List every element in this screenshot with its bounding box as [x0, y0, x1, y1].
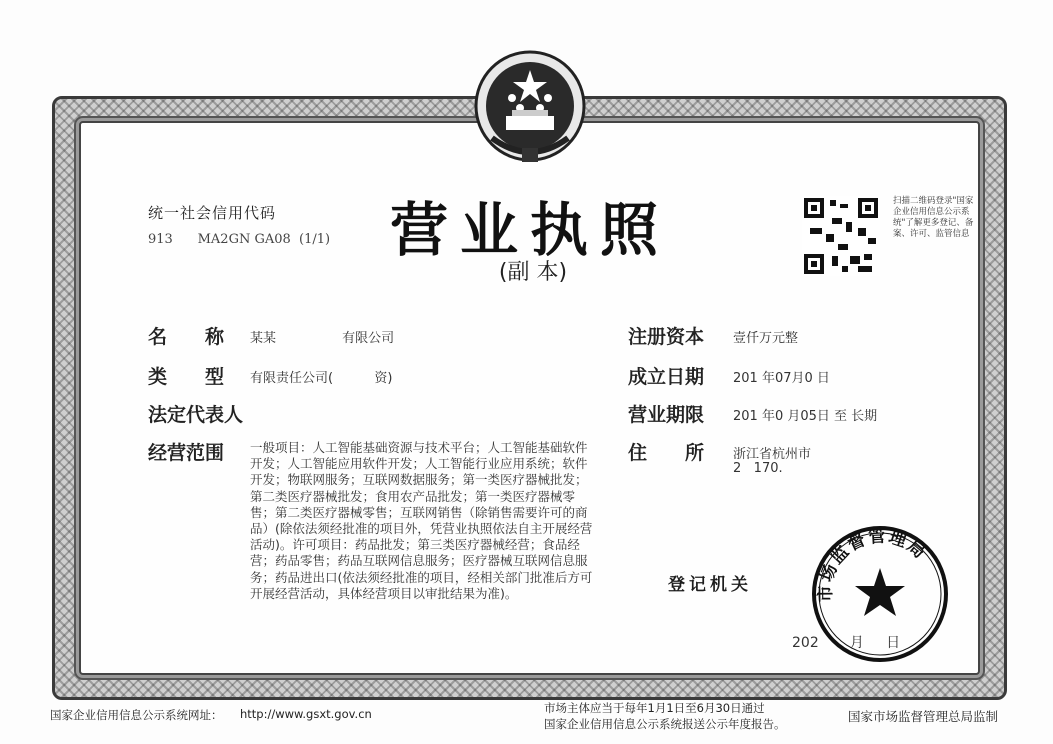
- name-value: 某某 有限公司: [250, 331, 395, 346]
- qr-code-icon[interactable]: [802, 196, 880, 276]
- address-line1: 浙江省杭州市: [733, 447, 812, 462]
- credit-code-label: 统一社会信用代码: [148, 204, 277, 222]
- national-emblem-icon: [472, 48, 588, 168]
- term-value: 201 年0 月05日 至 长期: [733, 409, 878, 424]
- type-label: 类 型: [148, 366, 225, 388]
- footer-site-label: 国家企业信用信息公示系统网址：: [50, 708, 223, 722]
- footer-issuer: 国家市场监督管理总局监制: [848, 709, 999, 724]
- capital-value: 壹仟万元整: [733, 331, 799, 346]
- page-title: 营业执照: [389, 196, 670, 264]
- address-label: 住 所: [628, 442, 705, 464]
- seal-text: 市场监督管理局: [815, 526, 931, 603]
- page-subtitle: (副 本): [498, 260, 568, 285]
- footer-annual-report-line1: 市场主体应当于每年1月1日至6月30日通过: [544, 701, 765, 715]
- scope-value: 一般项目：人工智能基础资源与技术平台；人工智能基础软件开发；人工智能应用软件开发；人工智能行业应用系统；软件开发；物联网服务；互联网数据服务；第一类医疗器械批发；第二类医疗器械批发；食用农产品批发；第一类医疗器械零售；第二类医疗器械零售；互联网销售（除销售需要许可的商品）(除依法须经批准的项目外，凭营业执照依法自主开展经营活动)。许可项目：药品批发；第三类医疗器械经营；食品经营；药品零售；药品互联网信息服务；医疗器械互联网信息服务；药品进出口(依法须经批准的项目，经相关部门批准后方可开展经营活动，具体经营项目以审批结果为准)。: [250, 440, 593, 601]
- qr-caption: 扫描二维码登录"国家企业信用信息公示系统"了解更多登记、备案、许可、监管信息: [893, 196, 974, 239]
- issue-date: 202 月 日: [792, 635, 901, 651]
- type-value: 有限责任公司( 资): [250, 371, 393, 386]
- footer-site-url[interactable]: http://www.gsxt.gov.cn: [240, 707, 372, 721]
- registration-authority-label: 登记机关: [668, 575, 752, 595]
- capital-label: 注册资本: [628, 326, 705, 348]
- legal-rep-label: 法定代表人: [148, 404, 244, 426]
- name-label: 名 称: [148, 326, 225, 348]
- term-label: 营业期限: [628, 404, 705, 426]
- established-value: 201 年07月0 日: [733, 371, 830, 386]
- credit-code-value: 913 MA2GN GA08 (1/1): [148, 232, 331, 247]
- scope-label: 经营范围: [148, 442, 225, 464]
- footer-annual-report-line2: 国家企业信用信息公示系统报送公示年度报告。: [544, 717, 786, 731]
- established-label: 成立日期: [628, 366, 705, 388]
- address-line2: 2 170.: [733, 461, 783, 476]
